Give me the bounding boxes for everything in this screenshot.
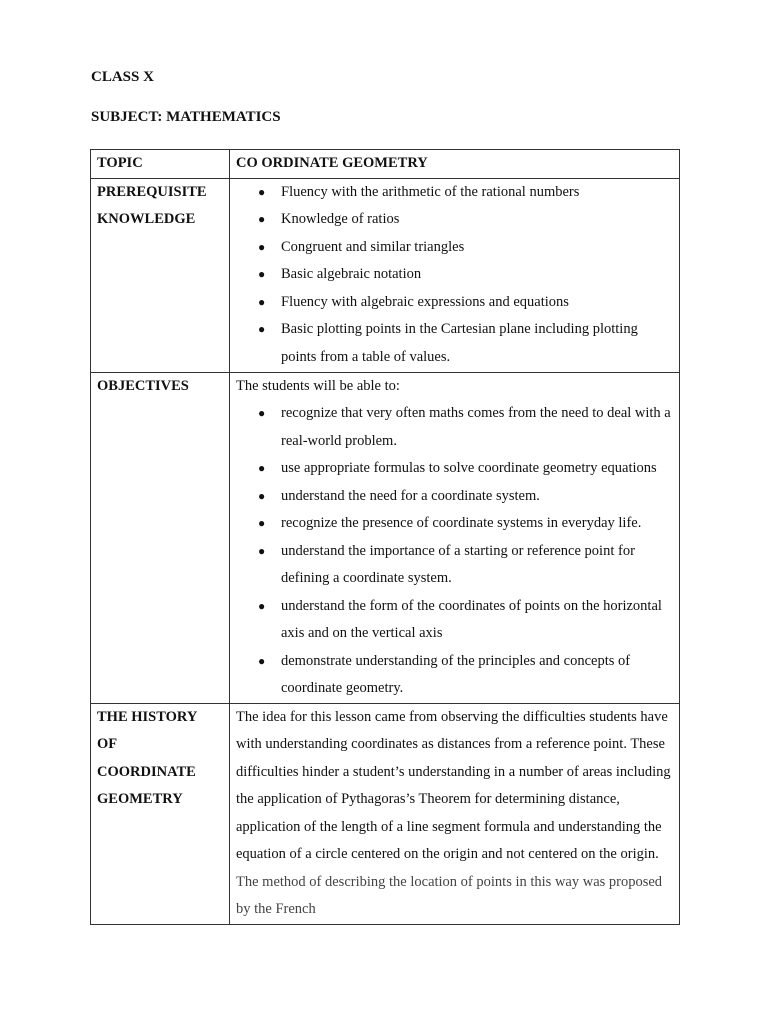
objectives-row [91, 372, 680, 703]
history-label-line: THE HISTORY [97, 708, 198, 725]
list-item-text: Fluency with the arithmetic of the rational numbers [281, 183, 580, 200]
list-item [236, 593, 675, 648]
prerequisite-list [236, 179, 675, 372]
bullet-icon: ● [258, 488, 266, 503]
objectives-label: OBJECTIVES [91, 372, 230, 703]
topic-row [91, 150, 680, 179]
list-item [236, 400, 675, 455]
history-row [91, 703, 680, 924]
prerequisite-label-line: PREREQUISITE [97, 183, 207, 200]
class-heading: CLASS X [91, 69, 154, 85]
list-item [236, 261, 675, 289]
list-item-text: understand the need for a coordinate system. [281, 487, 540, 504]
list-item-text: Knowledge of ratios [281, 211, 400, 227]
list-item [236, 206, 675, 234]
bullet-icon: ● [258, 184, 266, 199]
history-label [91, 703, 230, 924]
history-label-line: COORDINATE [97, 763, 196, 780]
prerequisite-label-line: KNOWLEDGE [97, 211, 196, 227]
lesson-plan-table [90, 149, 680, 925]
list-item [236, 648, 675, 703]
bullet-icon: ● [258, 653, 266, 668]
prerequisite-row [91, 178, 680, 372]
bullet-icon: ● [258, 212, 266, 226]
list-item-text: Basic algebraic notation [281, 266, 422, 282]
prerequisite-content [230, 178, 680, 372]
list-item-text: understand the importance of a starting or reference point for defining a coordinate system. [281, 542, 635, 586]
prerequisite-label [91, 178, 230, 372]
list-item [236, 538, 675, 593]
list-item [236, 455, 675, 483]
bullet-icon: ● [258, 406, 266, 420]
list-item-text: recognize that very often maths comes from the need to deal with a real-world problem. [281, 405, 671, 449]
topic-value: CO ORDINATE GEOMETRY [230, 150, 680, 179]
bullet-icon: ● [258, 543, 266, 558]
list-item-text: demonstrate understanding of the principles and concepts of coordinate geometry. [281, 652, 631, 696]
bullet-icon: ● [258, 267, 266, 281]
bullet-icon: ● [258, 516, 266, 530]
objectives-intro: The students will be able to: [236, 377, 400, 394]
history-label-line: OF [97, 736, 118, 752]
list-item-text: Fluency with algebraic expressions and equations [281, 293, 569, 310]
list-item-text: Basic plotting points in the Cartesian plane including plotting points from a table of values. [281, 321, 638, 365]
bullet-icon: ● [258, 598, 266, 613]
history-paragraph [236, 704, 675, 924]
list-item-text: Congruent and similar triangles [281, 238, 465, 255]
bullet-icon: ● [258, 294, 266, 309]
bullet-icon: ● [258, 322, 266, 336]
list-item [236, 289, 675, 317]
bullet-icon: ● [258, 239, 266, 254]
list-item [236, 483, 675, 511]
list-item-text: use appropriate formulas to solve coordinate geometry equations [281, 460, 657, 476]
list-item [236, 179, 675, 207]
history-content [230, 703, 680, 924]
objectives-content [230, 372, 680, 703]
history-label-line: GEOMETRY [97, 791, 183, 807]
history-text-tail: The method of describing the location of points in this way was proposed by the French [236, 873, 663, 917]
list-item [236, 510, 675, 538]
history-text: The idea for this lesson came from observing the difficulties students have with understanding coordinates as distances from a reference point. These difficulties hinder a student’s understanding in a number of areas including the application of Pythagoras’s Theorem for determining distance, application of the length of a line segment formula and understanding the equation of a circle centered on the origin and not centered on the origin. [236, 708, 671, 862]
list-item-text: recognize the presence of coordinate systems in everyday life. [281, 515, 642, 531]
subject-heading: SUBJECT: MATHEMATICS [91, 109, 281, 125]
topic-label: TOPIC [91, 150, 230, 179]
list-item [236, 316, 675, 371]
bullet-icon: ● [258, 461, 266, 475]
objectives-list [236, 400, 675, 703]
list-item [236, 234, 675, 262]
list-item-text: understand the form of the coordinates of points on the horizontal axis and on the vertical axis [281, 597, 662, 641]
